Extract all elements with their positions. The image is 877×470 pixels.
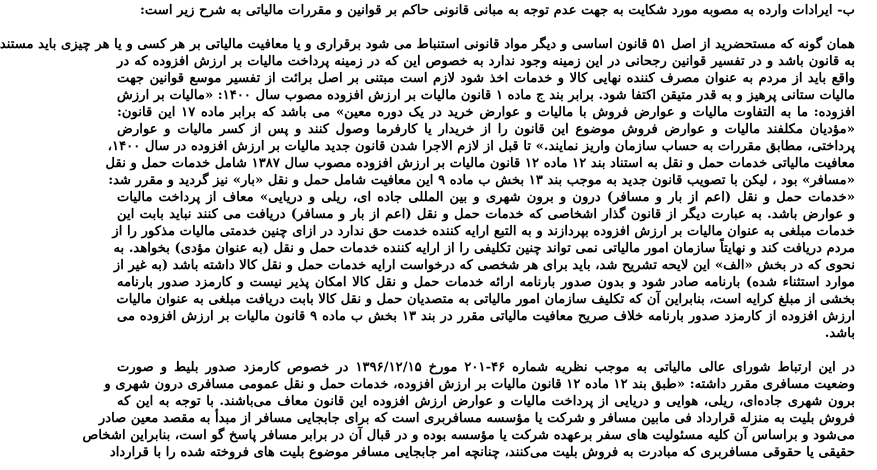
section-heading: ب- ایرادات وارده به مصوبه مورد شکایت به جهت عدم توجه به مبانی قانونی حاکم بر قوانین و مقررات مالیاتی به شرح زیر است: <box>140 3 855 18</box>
text-line: همان گونه که مستحضرید از اصل ۵۱ قانون اساسی و دیگر مواد قانونی استنباط می شود برقراری و یا معافیت مالیاتی بر هر کسی و یا هر چیزی باید مستند <box>0 37 855 52</box>
text-line: در این ارتباط شورای عالی مالیاتی به موجب نظریه شماره ۴۶-۲۰۱ مورخ ۱۳۹۶/۱۲/۱۵ در خصوص کارمزد صدور بلیط و صورت <box>117 360 855 375</box>
text-line: فروش بلیت به منزله قرارداد فی مابین مسافر و شرکت یا مؤسسه مسافربری است که برای جابجایی مسافر از مبدأ به مقصد معین صادر <box>98 411 855 426</box>
text-line: «مؤدیان مکلفند مالیات و عوارض فروش موضوع این قانون را از خریدار یا کارفرما وصول کنند و پس از کسر مالیات و عوارض <box>117 122 855 137</box>
text-line: واقع باید از مردم به عنوان مصرف کننده نهایی کالا و خدمات اخذ شود لازم است مبتنی بر اصل برائت از تفسیر موسع قوانین جهت <box>117 71 855 86</box>
text-line: موارد استثناء شده) بارنامه صادر شود و بدون صدور بارنامه ارائه خدمات حمل و نقل کالا امکان پذیر نیست و کارمزد صدور بارنامه <box>117 275 855 290</box>
text-line: پرداختی، مطابق مقررات به حساب سازمان واریز نمایند.» تا قبل از لازم الاجرا شدن قانون جدید مالیات بر ارزش افزوده در سال ۱۴۰۰، <box>107 139 855 154</box>
text-line: و عوارض باشد. به عبارت دیگر از قانون گذار اشخاصی که خدمات حمل و نقل (اعم از بار و مسافر) دریافت می کنند نباید بابت این <box>117 207 855 222</box>
paragraph <box>82 359 855 461</box>
text-line: ارزش افزوده از کارمزد صدور بارنامه خلاف صریح معافیت مالیاتی مقرر در بند ۱۳ بخش ب ماده ۹ قانون مالیات بر ارزش افزوده می <box>117 309 855 324</box>
text-line: به قانون باشد و در تفسیر قوانین رجحانی در این زمینه وجود ندارد به خصوص این که در زمینه پرداخت مالیات بر ارزش افزوده که در <box>117 54 855 69</box>
text-line: برون شهری جاده‌ای، ریلی، هوایی و دریایی از پرداخت مالیات و عوارض ارزش افزوده این قانون معاف می‌باشند. با توجه به این که <box>117 394 855 409</box>
text-line: بخشی از مبلغ کرایه است، بنابراین آن که تکلیف سازمان امور مالیاتی به متصدیان حمل و نقل کالا بابت دریافت مبلغی به عنوان مالیات <box>116 292 855 307</box>
document-body <box>0 36 855 461</box>
text-line: افزوده: ما به التفاوت مالیات و عوارض فروش با مالیات و عوارض خرید در یک دوره معین» می باشد که برابر ماده ۱۷ این قانون: <box>117 105 855 120</box>
paragraph <box>0 36 855 342</box>
text-line: «مسافر» بود ، لیکن با تصویب قانون جدید به موجب بند ۱۳ بخش ب ماده ۹ این معافیت شامل حمل و نقل «بار» نیز گردید و مقرر شد: <box>108 173 855 188</box>
text-line: حقیقی یا حقوقی مسافربری که مبادرت به فروش بلیت می‌کنند، چنانچه امر جابجایی مسافر موضوع بلیت های فروخته شده را با قرارداد <box>109 445 855 460</box>
text-line: معافیت مالیاتی خدمات حمل و نقل به استناد بند ۱۲ ماده ۱۲ قانون مالیات بر ارزش افزوده مصوب سال ۱۳۸۷ شامل خدمات حمل و نقل <box>105 156 855 171</box>
text-line: باشد. <box>824 326 855 341</box>
text-line: نحوی که در بخش «الف» این لایحه تشریح شد، باید برای هر شخصی که درخواست ارایه خدمات حمل و نقل کالا داشته باشد (به غیر از <box>113 258 855 273</box>
text-line: خدمات مبلغی به عنوان مالیات بر ارزش افزوده بپردازند و به التبع ارایه کننده خدمت حق ندارد در ازای چنین خدمتی مالیات مذکور را از <box>112 224 855 239</box>
text-line: مردم دریافت کند و نهایتاً سازمان امور مالیاتی نمی تواند چنین تکلیفی را از ارایه کننده خدمات حمل و نقل (به عنوان مؤدی) بخواهد. به <box>113 241 855 256</box>
text-line: می‌شود و براساس آن کلیه مسئولیت های سفر برعهده شرکت یا مؤسسه بوده و در قبال آن در برابر مسافر پاسخ گو است، بنابراین اشخاص <box>82 428 855 443</box>
text-line: «خدمات حمل و نقل (اعم از بار و مسافر) درون و برون شهری و بین المللی جاده ای، ریلی و دریایی» معاف از پرداخت مالیات <box>117 190 855 205</box>
text-line: وضعیت مسافری مقرر داشته: «طبق بند ۱۲ ماده ۱۲ قانون مالیات بر ارزش افزوده، خدمات حمل و نقل عمومی مسافری درون شهری و <box>104 377 855 392</box>
text-line: مالیات ستانی پرهیز و به قدر متیقن اکتفا شود. برابر بند ج ماده ۱ قانون مالیات بر ارزش افزوده مصوب سال ۱۴۰۰: «مالیات بر ارزش <box>116 88 855 103</box>
